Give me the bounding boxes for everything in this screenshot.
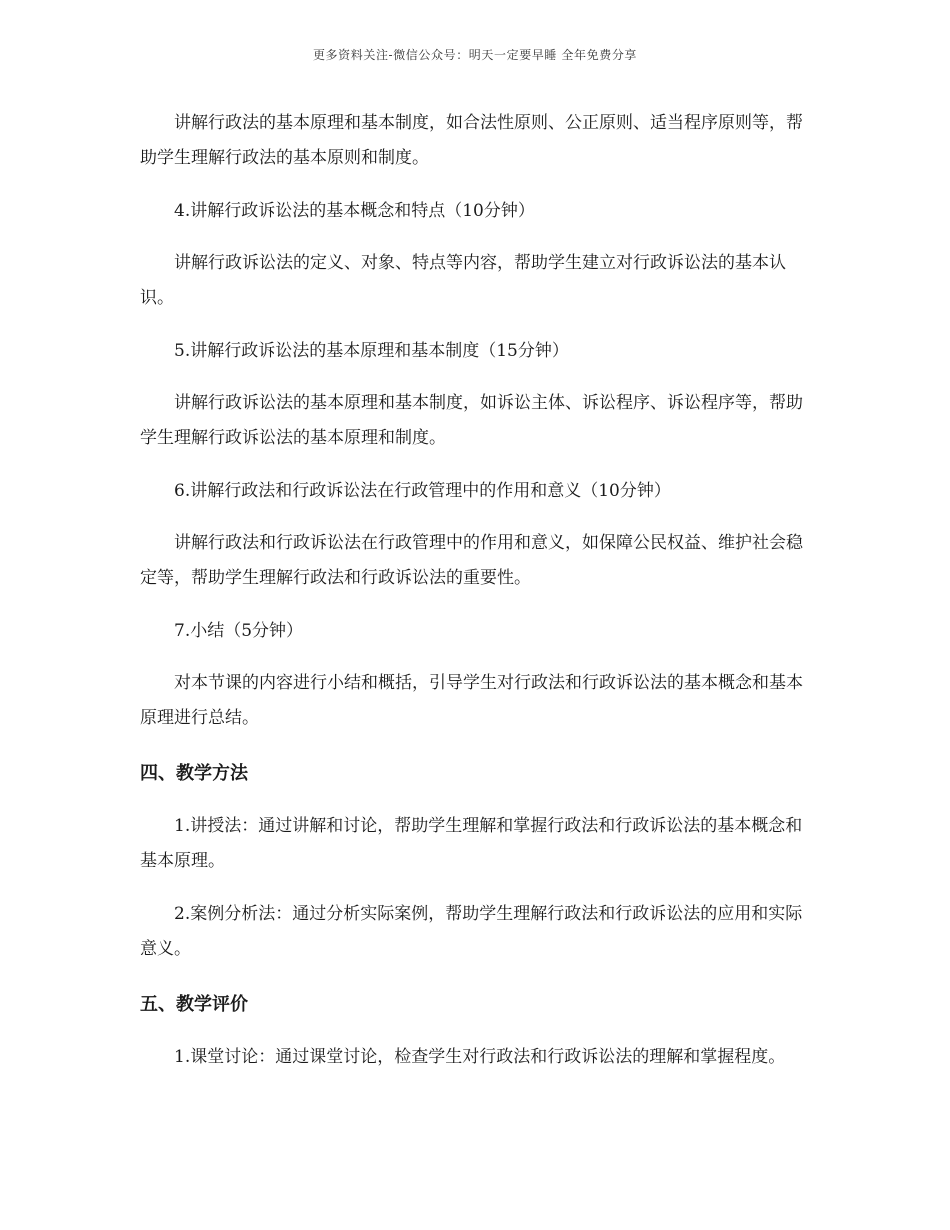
item-6-title: 6.讲解行政法和行政诉讼法在行政管理中的作用和意义（10分钟） [174,481,671,501]
section-teaching-evaluation-heading: 五、教学评价 [140,994,248,1015]
item-6-body: 讲解行政法和行政诉讼法在行政管理中的作用和意义，如保障公民权益、维护社会稳定等，帮助学生理解行政法和行政诉讼法的重要性。 [140,533,803,588]
section-teaching-methods-heading: 四、教学方法 [140,763,248,784]
paragraph-admin-law-principles: 讲解行政法的基本原理和基本制度，如合法性原则、公正原则、适当程序原则等，帮助学生理解行政法的基本原则和制度。 [140,113,803,168]
evaluation-class-discussion: 1.课堂讨论：通过课堂讨论，检查学生对行政法和行政诉讼法的理解和掌握程度。 [174,1047,786,1067]
method-lecture: 1.讲授法：通过讲解和讨论，帮助学生理解和掌握行政法和行政诉讼法的基本概念和基本原理。 [140,816,803,871]
item-4-title: 4.讲解行政诉讼法的基本概念和特点（10分钟） [174,201,535,221]
item-5-body: 讲解行政诉讼法的基本原理和基本制度，如诉讼主体、诉讼程序、诉讼程序等，帮助学生理解行政诉讼法的基本原理和制度。 [140,393,803,448]
item-5-title: 5.讲解行政诉讼法的基本原理和基本制度（15分钟） [174,341,569,361]
item-7-title: 7.小结（5分钟） [174,621,304,641]
item-7-body: 对本节课的内容进行小结和概括，引导学生对行政法和行政诉讼法的基本概念和基本原理进行总结。 [140,673,803,728]
page-header-banner: 更多资料关注-微信公众号：明天一定要早睡 全年免费分享 [312,48,638,62]
item-4-body: 讲解行政诉讼法的定义、对象、特点等内容，帮助学生建立对行政诉讼法的基本认识。 [140,253,786,308]
document-body [140,106,812,1075]
method-case-analysis: 2.案例分析法：通过分析实际案例，帮助学生理解行政法和行政诉讼法的应用和实际意义。 [140,904,803,959]
